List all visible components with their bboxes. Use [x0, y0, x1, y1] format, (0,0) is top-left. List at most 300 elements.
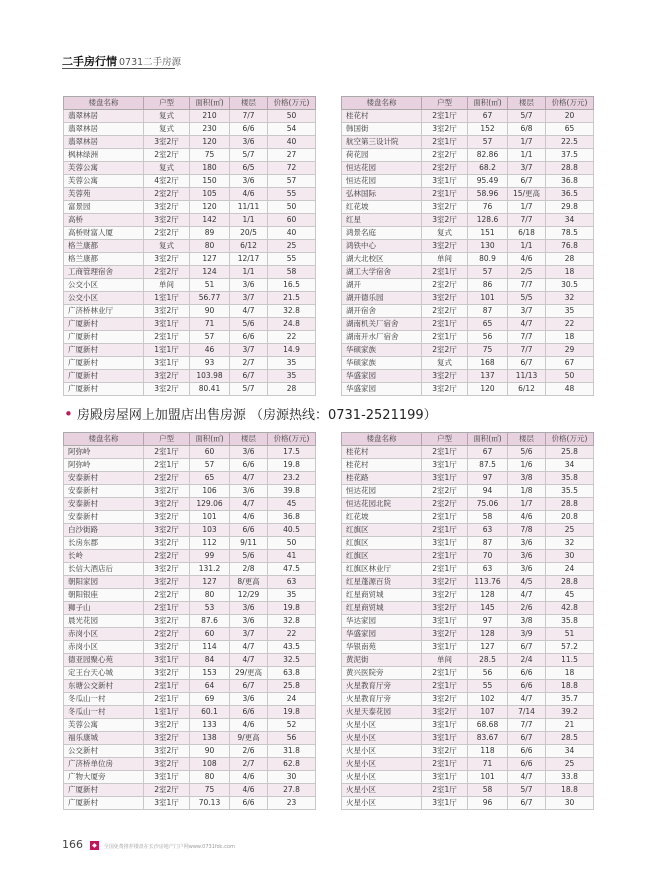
cell-price: 28.8 — [546, 162, 594, 175]
table-row — [342, 641, 594, 654]
table-row — [64, 498, 316, 511]
cell-floor: 1/1 — [508, 149, 546, 162]
cell-area: 112 — [190, 537, 230, 550]
cell-area: 102 — [468, 693, 508, 706]
cell-floor: 6/8 — [508, 123, 546, 136]
cell-type: 3室1厅 — [422, 459, 468, 472]
cell-price: 22 — [268, 628, 316, 641]
cell-price: 48 — [546, 383, 594, 396]
cell-price: 67 — [546, 357, 594, 370]
cell-area: 80.41 — [190, 383, 230, 396]
cell-type: 1室1厅 — [144, 706, 190, 719]
cell-type: 3室2厅 — [422, 201, 468, 214]
cell-type: 3室1厅 — [144, 357, 190, 370]
table-row — [64, 136, 316, 149]
table-row — [64, 253, 316, 266]
cell-floor: 3/7 — [508, 162, 546, 175]
cell-floor: 1/7 — [508, 201, 546, 214]
table-row — [64, 279, 316, 292]
cell-name: 长岭 — [64, 550, 144, 563]
cell-price: 24 — [268, 693, 316, 706]
cell-area: 138 — [190, 732, 230, 745]
cell-name: 火星小区 — [342, 784, 422, 797]
cell-type: 3室1厅 — [144, 797, 190, 810]
cell-area: 75.06 — [468, 498, 508, 511]
cell-price: 18.8 — [546, 680, 594, 693]
cell-type: 2室1厅 — [422, 680, 468, 693]
cell-name: 湖开 — [342, 279, 422, 292]
cell-type: 3室1厅 — [422, 797, 468, 810]
cell-area: 46 — [190, 344, 230, 357]
cell-type: 2室1厅 — [422, 266, 468, 279]
cell-price: 36.8 — [268, 511, 316, 524]
cell-type: 复式 — [144, 110, 190, 123]
cell-area: 101 — [468, 292, 508, 305]
column-header-type: 户型 — [144, 97, 190, 110]
cell-area: 87.5 — [468, 459, 508, 472]
column-header-price: 价格(万元) — [268, 433, 316, 446]
cell-price: 65 — [546, 123, 594, 136]
table-row — [342, 745, 594, 758]
cell-type: 2室1厅 — [422, 758, 468, 771]
cell-floor: 7/7 — [508, 214, 546, 227]
cell-area: 97 — [468, 472, 508, 485]
cell-floor: 6/12 — [230, 240, 268, 253]
cell-type: 3室2厅 — [422, 628, 468, 641]
cell-name: 富景园 — [64, 201, 144, 214]
table-row — [342, 459, 594, 472]
cell-area: 127 — [468, 641, 508, 654]
cell-floor: 4/7 — [508, 771, 546, 784]
cell-type: 1室1厅 — [144, 344, 190, 357]
cell-name: 安泰新村 — [64, 485, 144, 498]
cell-type: 3室2厅 — [422, 240, 468, 253]
table-row — [342, 511, 594, 524]
table-row — [342, 589, 594, 602]
cell-area: 124 — [190, 266, 230, 279]
table-row — [342, 628, 594, 641]
cell-area: 106 — [190, 485, 230, 498]
cell-name: 阿弥岭 — [64, 459, 144, 472]
cell-price: 50 — [546, 370, 594, 383]
cell-name: 火星小区 — [342, 758, 422, 771]
table-row — [64, 459, 316, 472]
table-row — [64, 214, 316, 227]
table-row — [64, 680, 316, 693]
cell-type: 3室2厅 — [144, 537, 190, 550]
cell-name: 火星小区 — [342, 732, 422, 745]
cell-floor: 3/6 — [230, 136, 268, 149]
table-row — [342, 654, 594, 667]
cell-name: 朝阳家园 — [64, 576, 144, 589]
cell-price: 27.8 — [268, 784, 316, 797]
cell-area: 127 — [190, 253, 230, 266]
cell-price: 63 — [268, 576, 316, 589]
cell-price: 57 — [268, 175, 316, 188]
cell-price: 54 — [268, 123, 316, 136]
table-row — [64, 771, 316, 784]
table-row — [64, 693, 316, 706]
column-header-type: 户型 — [144, 433, 190, 446]
cell-area: 51 — [190, 279, 230, 292]
cell-type: 3室1厅 — [422, 175, 468, 188]
cell-name: 广厦新村 — [64, 344, 144, 357]
cell-floor: 6/6 — [230, 797, 268, 810]
cell-area: 118 — [468, 745, 508, 758]
section-title-text: 房殿房屋网上加盟店出售房源 （房源热线：0731-2521199） — [76, 408, 437, 423]
cell-floor: 7/7 — [508, 719, 546, 732]
cell-floor: 4/6 — [508, 511, 546, 524]
cell-price: 28 — [546, 253, 594, 266]
column-header-price: 价格(万元) — [546, 97, 594, 110]
cell-floor: 2/7 — [230, 357, 268, 370]
cell-name: 赤岗小区 — [64, 628, 144, 641]
cell-price: 29.8 — [546, 201, 594, 214]
cell-name: 火星小区 — [342, 745, 422, 758]
cell-name: 芙蓉公寓 — [64, 175, 144, 188]
cell-type: 3室2厅 — [144, 563, 190, 576]
table-row — [342, 797, 594, 810]
cell-area: 53 — [190, 602, 230, 615]
cell-name: 安泰新村 — [64, 511, 144, 524]
cell-floor: 2/6 — [508, 602, 546, 615]
cell-price: 36.8 — [546, 175, 594, 188]
cell-name: 航空第三设计院 — [342, 136, 422, 149]
cell-area: 71 — [190, 318, 230, 331]
cell-type: 单间 — [422, 253, 468, 266]
cell-name: 桂花村 — [342, 459, 422, 472]
cell-name: 芙蓉公寓 — [64, 719, 144, 732]
table-row — [342, 758, 594, 771]
cell-floor: 5/6 — [230, 318, 268, 331]
table-row — [342, 123, 594, 136]
cell-type: 2室2厅 — [144, 589, 190, 602]
cell-floor: 6/7 — [508, 797, 546, 810]
cell-price: 18 — [546, 331, 594, 344]
cell-price: 14.9 — [268, 344, 316, 357]
cell-floor: 1/1 — [230, 214, 268, 227]
cell-price: 47.5 — [268, 563, 316, 576]
cell-type: 2室2厅 — [144, 149, 190, 162]
cell-floor: 7/7 — [508, 331, 546, 344]
cell-type: 复式 — [422, 357, 468, 370]
cell-name: 晨光花园 — [64, 615, 144, 628]
table-row — [342, 110, 594, 123]
table-row — [64, 357, 316, 370]
cell-area: 71 — [468, 758, 508, 771]
column-header-floor: 楼层 — [230, 97, 268, 110]
cell-type: 3室1厅 — [422, 472, 468, 485]
cell-name: 广厦新村 — [64, 784, 144, 797]
cell-floor: 29/更高 — [230, 667, 268, 680]
cell-area: 89 — [190, 227, 230, 240]
cell-type: 3室2厅 — [422, 693, 468, 706]
cell-area: 128 — [468, 628, 508, 641]
cell-area: 75 — [190, 149, 230, 162]
cell-price: 18 — [546, 266, 594, 279]
cell-name: 阿弥岭 — [64, 446, 144, 459]
cell-area: 137 — [468, 370, 508, 383]
cell-price: 28 — [268, 383, 316, 396]
table-row — [342, 136, 594, 149]
cell-floor: 6/6 — [230, 459, 268, 472]
cell-area: 107 — [468, 706, 508, 719]
cell-name: 广厦新村 — [64, 383, 144, 396]
cell-area: 70.13 — [190, 797, 230, 810]
cell-price: 30 — [546, 797, 594, 810]
cell-price: 50 — [268, 110, 316, 123]
cell-price: 51 — [546, 628, 594, 641]
cell-floor: 3/7 — [230, 628, 268, 641]
cell-floor: 12/29 — [230, 589, 268, 602]
cell-price: 22 — [268, 331, 316, 344]
cell-price: 32 — [546, 292, 594, 305]
cell-name: 火星小区 — [342, 797, 422, 810]
cell-name: 红旗区林业厅 — [342, 563, 422, 576]
table-row — [64, 266, 316, 279]
cell-price: 33.8 — [546, 771, 594, 784]
cell-area: 103 — [190, 524, 230, 537]
cell-area: 63 — [468, 563, 508, 576]
cell-type: 3室1厅 — [422, 641, 468, 654]
cell-name: 芙蓉公寓 — [64, 162, 144, 175]
cell-area: 76 — [468, 201, 508, 214]
table-row — [342, 693, 594, 706]
cell-type: 2室1厅 — [422, 136, 468, 149]
cell-area: 151 — [468, 227, 508, 240]
cell-price: 32 — [546, 537, 594, 550]
cell-floor: 1/6 — [508, 459, 546, 472]
cell-floor: 6/7 — [508, 175, 546, 188]
table-row — [64, 123, 316, 136]
cell-area: 120 — [468, 383, 508, 396]
table-row — [64, 344, 316, 357]
cell-area: 57 — [190, 331, 230, 344]
cell-floor: 4/7 — [508, 589, 546, 602]
table-row — [342, 524, 594, 537]
cell-price: 30 — [268, 771, 316, 784]
logo-icon: ◆ — [90, 841, 99, 850]
table-row — [64, 706, 316, 719]
cell-name: 公交新村 — [64, 745, 144, 758]
table-row — [64, 589, 316, 602]
cell-floor: 11/11 — [230, 201, 268, 214]
cell-price: 35 — [268, 589, 316, 602]
cell-area: 230 — [190, 123, 230, 136]
cell-area: 65 — [190, 472, 230, 485]
cell-floor: 6/18 — [508, 227, 546, 240]
cell-type: 2室1厅 — [144, 680, 190, 693]
cell-area: 153 — [190, 667, 230, 680]
table-row — [64, 149, 316, 162]
cell-price: 72 — [268, 162, 316, 175]
column-header-area: 面积(㎡) — [468, 97, 508, 110]
cell-area: 84 — [190, 654, 230, 667]
table-row — [64, 784, 316, 797]
header-subtitle: 0731二手房源 — [119, 57, 182, 68]
cell-area: 87 — [468, 537, 508, 550]
cell-name: 公交小区 — [64, 279, 144, 292]
cell-name: 广厦新村 — [64, 797, 144, 810]
cell-area: 58 — [468, 784, 508, 797]
table-row — [64, 628, 316, 641]
cell-price: 37.5 — [546, 149, 594, 162]
cell-name: 华硕家族 — [342, 344, 422, 357]
cell-name: 华盛家园 — [342, 370, 422, 383]
cell-area: 127 — [190, 576, 230, 589]
cell-price: 58 — [268, 266, 316, 279]
cell-name: 湖南开水厂宿舍 — [342, 331, 422, 344]
cell-type: 2室2厅 — [422, 162, 468, 175]
cell-type: 复式 — [144, 123, 190, 136]
cell-floor: 3/8 — [508, 472, 546, 485]
table-row — [64, 563, 316, 576]
cell-price: 40 — [268, 136, 316, 149]
cell-name: 鸿铁中心 — [342, 240, 422, 253]
cell-price: 55 — [268, 188, 316, 201]
cell-floor: 4/7 — [230, 641, 268, 654]
cell-price: 45 — [546, 589, 594, 602]
cell-price: 50 — [268, 201, 316, 214]
cell-type: 2室1厅 — [422, 331, 468, 344]
cell-name: 红旗区 — [342, 550, 422, 563]
table-row — [64, 667, 316, 680]
cell-price: 34 — [546, 745, 594, 758]
table-row — [342, 771, 594, 784]
table-row — [64, 654, 316, 667]
cell-price: 35 — [268, 357, 316, 370]
cell-type: 单间 — [144, 279, 190, 292]
cell-floor: 6/7 — [230, 370, 268, 383]
cell-price: 29 — [546, 344, 594, 357]
cell-floor: 6/6 — [230, 331, 268, 344]
cell-area: 57 — [468, 266, 508, 279]
cell-name: 翡翠林居 — [64, 123, 144, 136]
cell-type: 2室2厅 — [422, 279, 468, 292]
cell-floor: 3/6 — [230, 615, 268, 628]
table-header-row — [342, 433, 594, 446]
cell-price: 35.7 — [546, 693, 594, 706]
table-row — [64, 110, 316, 123]
cell-type: 3室2厅 — [422, 383, 468, 396]
cell-floor: 11/13 — [508, 370, 546, 383]
cell-area: 60 — [190, 628, 230, 641]
cell-area: 28.5 — [468, 654, 508, 667]
cell-type: 2室1厅 — [422, 318, 468, 331]
cell-name: 红星蓬源百货 — [342, 576, 422, 589]
cell-price: 35.8 — [546, 472, 594, 485]
cell-area: 58 — [468, 511, 508, 524]
table-row — [342, 149, 594, 162]
cell-type: 3室1厅 — [144, 318, 190, 331]
column-header-type: 户型 — [422, 433, 468, 446]
table-row — [64, 201, 316, 214]
cell-type: 复式 — [144, 240, 190, 253]
table-row — [64, 305, 316, 318]
header-title: 二手房行情 — [62, 55, 117, 68]
cell-area: 99 — [190, 550, 230, 563]
cell-floor: 3/7 — [230, 344, 268, 357]
cell-price: 25 — [546, 758, 594, 771]
cell-area: 210 — [190, 110, 230, 123]
cell-area: 86 — [468, 279, 508, 292]
cell-type: 3室2厅 — [144, 305, 190, 318]
cell-type: 3室2厅 — [422, 745, 468, 758]
cell-type: 2室2厅 — [144, 227, 190, 240]
cell-price: 25 — [268, 240, 316, 253]
cell-type: 复式 — [144, 162, 190, 175]
cell-area: 80 — [190, 771, 230, 784]
cell-type: 2室1厅 — [144, 446, 190, 459]
column-header-type: 户型 — [422, 97, 468, 110]
cell-type: 3室2厅 — [422, 589, 468, 602]
table-row — [342, 563, 594, 576]
cell-area: 101 — [468, 771, 508, 784]
cell-floor: 6/12 — [508, 383, 546, 396]
cell-area: 56.77 — [190, 292, 230, 305]
table-row — [64, 602, 316, 615]
table-row — [64, 240, 316, 253]
cell-name: 华盛家园 — [342, 628, 422, 641]
table-row — [64, 292, 316, 305]
table-row — [342, 602, 594, 615]
cell-name: 朝阳银座 — [64, 589, 144, 602]
cell-price: 55 — [268, 253, 316, 266]
cell-area: 55 — [468, 680, 508, 693]
cell-name: 东塘公交新村 — [64, 680, 144, 693]
table-row — [342, 214, 594, 227]
cell-floor: 6/6 — [508, 745, 546, 758]
cell-area: 114 — [190, 641, 230, 654]
table-row — [342, 446, 594, 459]
cell-name: 白沙街路 — [64, 524, 144, 537]
table-row — [64, 485, 316, 498]
cell-name: 鸿景名庭 — [342, 227, 422, 240]
cell-type: 2室2厅 — [422, 344, 468, 357]
cell-name: 桂花村 — [342, 446, 422, 459]
cell-name: 恒达花园 — [342, 162, 422, 175]
cell-type: 2室1厅 — [422, 188, 468, 201]
cell-area: 180 — [190, 162, 230, 175]
cell-area: 64 — [190, 680, 230, 693]
cell-price: 25.8 — [546, 446, 594, 459]
cell-floor: 1/8 — [508, 485, 546, 498]
cell-floor: 7/7 — [230, 110, 268, 123]
column-header-price: 价格(万元) — [546, 433, 594, 446]
cell-name: 长房东郡 — [64, 537, 144, 550]
cell-name: 红花坡 — [342, 511, 422, 524]
cell-area: 67 — [468, 110, 508, 123]
cell-type: 3室2厅 — [144, 615, 190, 628]
cell-area: 90 — [190, 745, 230, 758]
cell-price: 39.2 — [546, 706, 594, 719]
cell-area: 128.6 — [468, 214, 508, 227]
cell-type: 2室1厅 — [144, 602, 190, 615]
cell-price: 34 — [546, 214, 594, 227]
cell-price: 32.5 — [268, 654, 316, 667]
cell-type: 单间 — [422, 654, 468, 667]
cell-area: 75 — [190, 784, 230, 797]
cell-name: 弘林国际 — [342, 188, 422, 201]
cell-floor: 5/7 — [508, 784, 546, 797]
cell-type: 4室2厅 — [144, 175, 190, 188]
cell-name: 高桥财富人厦 — [64, 227, 144, 240]
table-row — [342, 370, 594, 383]
cell-type: 2室2厅 — [144, 550, 190, 563]
cell-name: 火星小区 — [342, 719, 422, 732]
cell-type: 3室2厅 — [422, 602, 468, 615]
cell-floor: 2/5 — [508, 266, 546, 279]
